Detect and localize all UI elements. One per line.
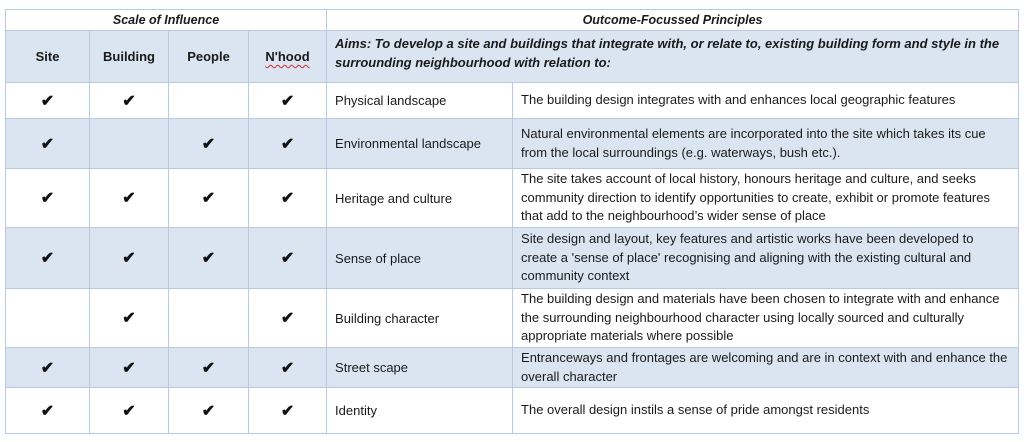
building-check: ✔ — [90, 289, 169, 348]
people-check: ✔ — [169, 169, 249, 228]
column-header-nhood — [249, 31, 327, 83]
nhood-check: ✔ — [249, 228, 327, 289]
site-check: ✔ — [6, 83, 90, 119]
table-row — [6, 228, 1019, 289]
description-cell: The building design and materials have been chosen to integrate with and enhance the surrounding neighbourhood character using locally sourced and culturally appropriate materials where possible — [513, 289, 1019, 348]
table-row — [6, 289, 1019, 348]
column-header-building: Building — [90, 31, 169, 83]
building-check: ✔ — [90, 169, 169, 228]
nhood-check: ✔ — [249, 388, 327, 434]
header-row-columns — [6, 31, 1019, 83]
nhood-check: ✔ — [249, 119, 327, 169]
category-cell: Street scape — [327, 348, 513, 388]
building-check — [90, 119, 169, 169]
site-check: ✔ — [6, 348, 90, 388]
people-check: ✔ — [169, 348, 249, 388]
people-check: ✔ — [169, 119, 249, 169]
site-check — [6, 289, 90, 348]
building-check: ✔ — [90, 388, 169, 434]
site-check: ✔ — [6, 228, 90, 289]
nhood-check: ✔ — [249, 83, 327, 119]
building-check: ✔ — [90, 228, 169, 289]
category-cell: Environmental landscape — [327, 119, 513, 169]
table-row — [6, 348, 1019, 388]
nhood-label: N'hood — [265, 49, 310, 64]
people-check — [169, 289, 249, 348]
header-row-titles — [6, 10, 1019, 31]
description-cell: The building design integrates with and enhances local geographic features — [513, 83, 1019, 119]
principles-table — [5, 9, 1019, 434]
column-header-people: People — [169, 31, 249, 83]
site-check: ✔ — [6, 119, 90, 169]
column-header-site: Site — [6, 31, 90, 83]
aims-statement: Aims: To develop a site and buildings that integrate with, or relate to, existing building form and style in the surrounding neighbourhood with relation to: — [327, 31, 1019, 83]
category-cell: Heritage and culture — [327, 169, 513, 228]
description-cell: The site takes account of local history, honours heritage and culture, and seeks community direction to identify opportunities to create, exhibit or promote features that add to the neighbourhood’s wider sense of place — [513, 169, 1019, 228]
people-check: ✔ — [169, 228, 249, 289]
description-cell: The overall design instils a sense of pride amongst residents — [513, 388, 1019, 434]
nhood-check: ✔ — [249, 348, 327, 388]
description-cell: Natural environmental elements are incorporated into the site which takes its cue from the local surroundings (e.g. waterways, bush etc.). — [513, 119, 1019, 169]
outcome-principles-title: Outcome-Focussed Principles — [327, 10, 1019, 31]
category-cell: Building character — [327, 289, 513, 348]
site-check: ✔ — [6, 169, 90, 228]
scale-of-influence-title: Scale of Influence — [6, 10, 327, 31]
site-check: ✔ — [6, 388, 90, 434]
table-row — [6, 388, 1019, 434]
people-check — [169, 83, 249, 119]
building-check: ✔ — [90, 348, 169, 388]
category-cell: Sense of place — [327, 228, 513, 289]
nhood-check: ✔ — [249, 289, 327, 348]
category-cell: Identity — [327, 388, 513, 434]
description-cell: Site design and layout, key features and artistic works have been developed to create a 'sense of place' recognising and aligning with the existing cultural and community context — [513, 228, 1019, 289]
description-cell: Entranceways and frontages are welcoming and are in context with and enhance the overall character — [513, 348, 1019, 388]
nhood-check: ✔ — [249, 169, 327, 228]
people-check: ✔ — [169, 388, 249, 434]
building-check: ✔ — [90, 83, 169, 119]
table-row — [6, 83, 1019, 119]
table-row — [6, 169, 1019, 228]
table-row — [6, 119, 1019, 169]
category-cell: Physical landscape — [327, 83, 513, 119]
